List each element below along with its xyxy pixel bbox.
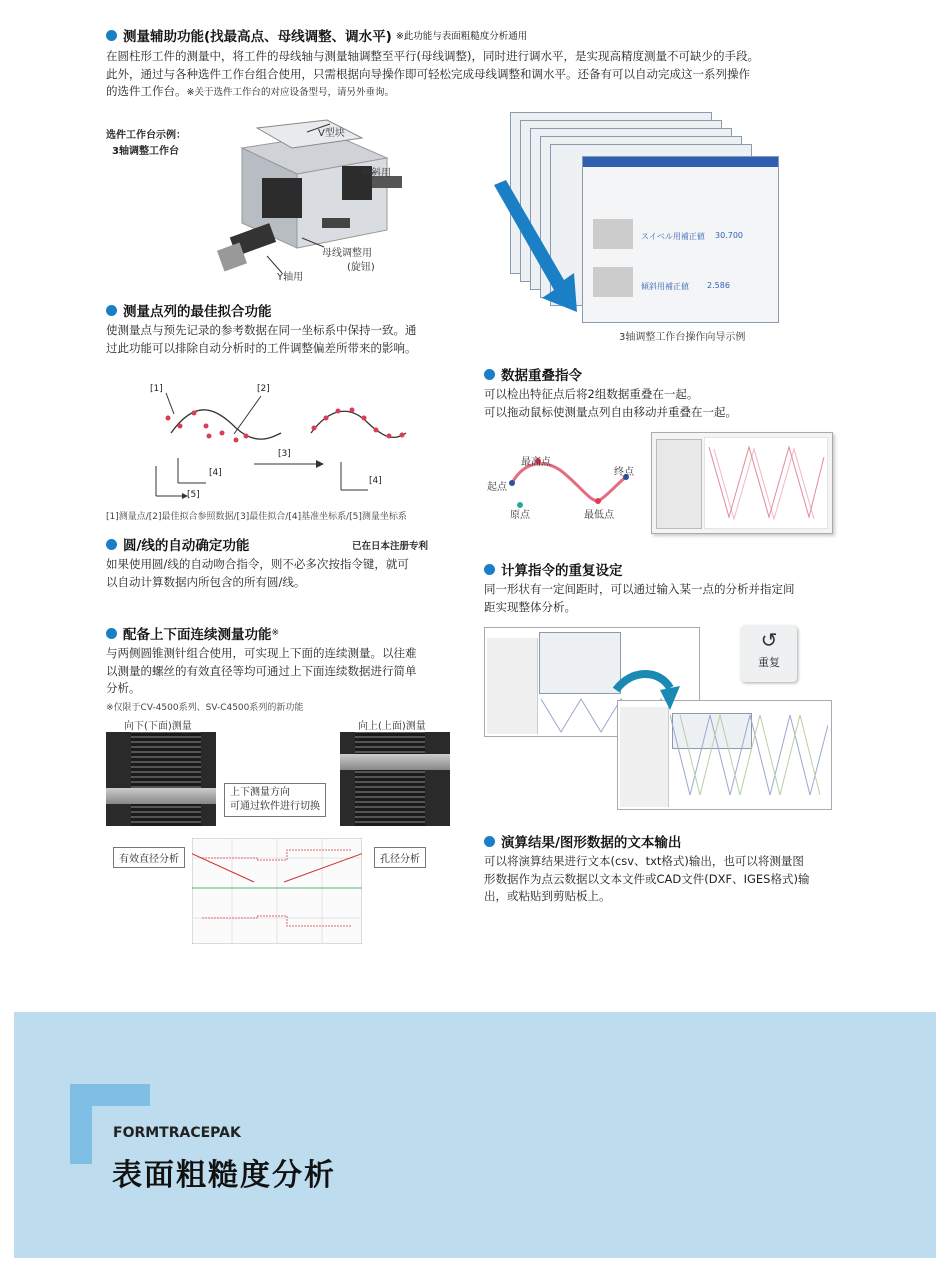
continuous-note: ※仅限于CV-4500系列、SV-C4500系列的新功能: [106, 703, 304, 713]
tilt-correction-label: 傾斜用補正値: [641, 282, 689, 291]
diagram-label-1: [1]: [150, 384, 163, 394]
diagram-label-4a: [4]: [209, 468, 222, 478]
repeat-icon: ↺: [760, 628, 778, 652]
continuous-measure-graph: [192, 838, 362, 944]
section-body-repeat: 同一形状有一定间距时，可以通过输入某一点的分析并指定间 距实现整体分析。: [484, 582, 795, 614]
swivel-correction-label: スイベル用補正値: [641, 232, 705, 241]
three-axis-stage-illustration: [212, 118, 412, 286]
swivel-correction-value: 30.700: [715, 231, 743, 240]
section-body-best-fit: 使测量点与预先记录的参考数据在同一坐标系中保持一致。通 过此功能可以排除自动分析时的工件调整偏差所带来的影响。: [106, 323, 417, 355]
photo-up-measure: [340, 732, 450, 826]
bullet-icon: [106, 539, 117, 550]
label-effective-diameter: 有效直径分析: [113, 847, 185, 868]
section-body-continuous: 与两侧圆锥测针组合使用，可实现上下面的连续测量。以往难 以测量的螺丝的有效直径等均可通过上下面连续数据进行简单 分析。: [106, 646, 417, 695]
footer-brand: FORMTRACEPAK: [113, 1125, 241, 1141]
label-end-point: 终点: [614, 467, 634, 478]
section-title-overlay: 数据重叠指令: [484, 364, 582, 384]
label-highest-point: 最高点: [521, 457, 551, 468]
tilt-correction-value: 2.586: [707, 281, 730, 290]
switch-direction-note: 上下测量方向 可通过软件进行切换: [224, 783, 326, 817]
section-body-text-output: 可以将演算结果进行文本(csv、txt格式)输出，也可以将测量图 形数据作为点云数据以文本文件或CAD文件(DXF、IGES格式)输 出，或粘贴到剪贴板上。: [484, 854, 810, 903]
label-down-measure: 向下(下面)测量: [124, 721, 192, 732]
overlay-screen: [651, 432, 833, 534]
section-title-auto-circle: 圆/线的自动确定功能: [106, 534, 249, 554]
wizard-caption: 3轴调整工作台操作向导示例: [619, 332, 746, 343]
label-v-block: V型块: [318, 128, 345, 139]
patent-note: 已在日本注册专利: [352, 541, 429, 552]
bullet-icon: [484, 836, 495, 847]
label-start-point: 起点: [487, 482, 507, 493]
best-fit-caption: [1]测量点/[2]最佳拟合参照数据/[3]最佳拟合/[4]基准坐标系/[5]测量坐标系: [106, 512, 407, 522]
label-origin: 原点: [510, 510, 530, 521]
section-title-measure-assist: 测量辅助功能(找最高点、母线调整、调水平) ※此功能与表面粗糙度分析通用: [106, 25, 527, 45]
label-hole-diameter: 孔径分析: [374, 847, 426, 868]
wizard-window-front: [582, 156, 779, 323]
section-title-repeat: 计算指令的重复设定: [484, 559, 623, 579]
section-body-overlay: 可以检出特征点后将2组数据重叠在一起。 可以拖动鼠标使测量点列自由移动并重叠在一起。: [484, 387, 737, 419]
label-lowest-point: 最低点: [584, 510, 614, 521]
section-note: ※此功能与表面粗糙度分析通用: [395, 31, 528, 42]
bullet-icon: [106, 628, 117, 639]
section-body-measure-assist: 在圆柱形工件的测量中，将工件的母线轴与测量轴调整至平行(母线调整)，同时进行调水平，是实现高精度测量不可缺少的手段。 此外，通过与各种选件工作台组合使用，只需根据向导操作即可轻松完成母线调整和调水平。还备有可以自动完成这一系列操作 的选件工作台。※关于选件工作台的对应设备型号，请另外垂询。: [106, 49, 759, 98]
diagram-label-4b: [4]: [369, 476, 382, 486]
diagram-label-5: [5]: [187, 490, 200, 500]
footer-title: 表面粗糙度分析: [112, 1158, 336, 1193]
repeat-button[interactable]: ↺ 重复: [741, 626, 797, 682]
label-swivel-knob: (旋钮): [347, 262, 375, 273]
option-stage-label: 选件工作台示例： 3轴调整工作台: [106, 130, 186, 157]
wizard-screens: [492, 110, 782, 325]
best-fit-diagram: [106, 378, 451, 503]
diagram-label-2: [2]: [257, 384, 270, 394]
bullet-icon: [484, 564, 495, 575]
bullet-icon: [106, 30, 117, 41]
repeat-screen-after: [617, 700, 832, 810]
section-title-text-output: 演算结果/图形数据的文本输出: [484, 831, 681, 851]
bullet-icon: [106, 305, 117, 316]
bullet-icon: [484, 369, 495, 380]
section-title-continuous: 配备上下面连续测量功能 ※: [106, 623, 279, 643]
repeat-arrow-icon: [612, 668, 682, 714]
label-swivel: 母线调整用: [322, 248, 372, 259]
label-up-measure: 向上(上面)测量: [358, 721, 426, 732]
label-y-axis: Y轴用: [277, 272, 304, 283]
photo-down-measure: [106, 732, 216, 826]
label-tilt: 倾斜用: [361, 168, 391, 179]
section-body-auto-circle: 如果使用圆/线的自动吻合指令，则不必多次按指令键，就可 以自动计算数据内所包含的所有圆/线。: [106, 557, 409, 589]
section-title-best-fit: 测量点列的最佳拟合功能: [106, 300, 272, 320]
wizard-arrow-icon: [492, 180, 592, 320]
diagram-label-3: [3]: [278, 449, 291, 459]
